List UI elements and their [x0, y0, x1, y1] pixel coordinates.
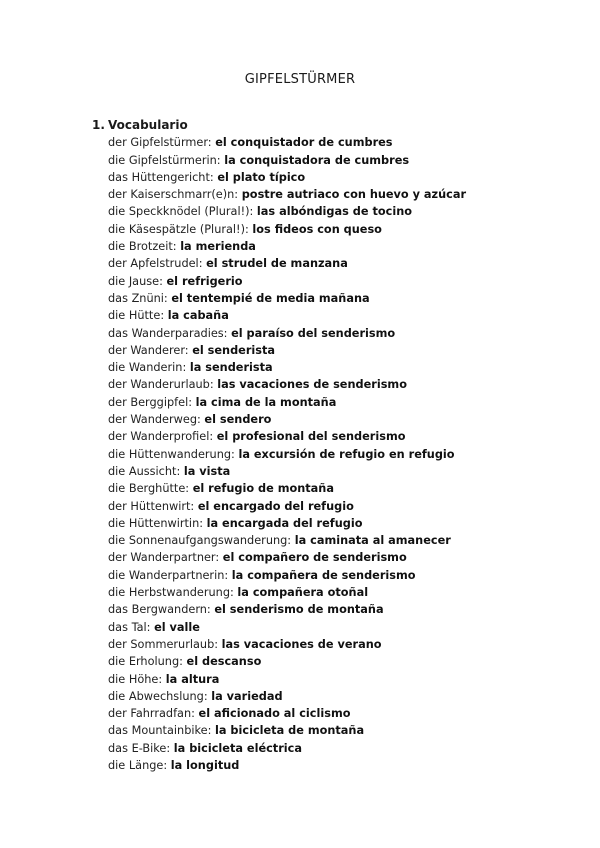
german-term: der Wanderprofiel: — [108, 430, 214, 444]
vocabulary-item — [108, 480, 562, 497]
german-term: das E-Bike: — [108, 741, 171, 755]
vocabulary-list — [92, 134, 562, 774]
german-term: der Sommerurlaub: — [108, 637, 219, 651]
spanish-translation: el refrigerio — [166, 274, 243, 288]
spanish-translation: el paraíso del senderismo — [231, 326, 396, 340]
vocabulary-item — [108, 152, 562, 169]
spanish-translation: postre autriaco con huevo y azúcar — [241, 188, 467, 202]
spanish-translation: el profesional del senderismo — [216, 430, 406, 444]
german-term: die Wanderpartnerin: — [108, 568, 229, 582]
spanish-translation: la bicicleta eléctrica — [173, 741, 302, 755]
german-term: der Wanderpartner: — [108, 551, 220, 565]
spanish-translation: el tentempié de media mañana — [171, 291, 370, 305]
vocabulary-item — [108, 221, 562, 238]
german-term: der Kaiserschmarr(e)n: — [108, 188, 239, 202]
german-term: die Länge: — [108, 758, 168, 772]
spanish-translation: las vacaciones de senderismo — [217, 378, 407, 392]
vocabulary-item — [108, 705, 562, 722]
spanish-translation: el senderismo de montaña — [214, 603, 384, 617]
vocabulary-item — [108, 238, 562, 255]
vocabulary-item — [108, 411, 562, 428]
spanish-translation: la longitud — [170, 758, 240, 772]
german-term: die Käsespätzle (Plural!): — [108, 222, 249, 236]
vocabulary-item — [108, 549, 562, 566]
german-term: die Wanderin: — [108, 361, 187, 375]
spanish-translation: las vacaciones de verano — [221, 637, 382, 651]
german-term: das Wanderparadies: — [108, 326, 228, 340]
vocabulary-item — [108, 653, 562, 670]
german-term: die Herbstwanderung: — [108, 586, 234, 600]
vocabulary-item — [108, 757, 562, 774]
german-term: der Hüttenwirt: — [108, 499, 195, 513]
german-term: die Hütte: — [108, 309, 165, 323]
spanish-translation: la compañera de senderismo — [231, 568, 416, 582]
document-title: GIPFELSTÜRMER — [244, 72, 356, 87]
vocabulary-item — [108, 740, 562, 757]
spanish-translation: el conquistador de cumbres — [215, 136, 393, 150]
spanish-translation: el compañero de senderismo — [222, 551, 407, 565]
vocabulary-item — [108, 394, 562, 411]
german-term: der Apfelstrudel: — [108, 257, 203, 271]
vocabulary-item — [108, 186, 562, 203]
spanish-translation: la conquistadora de cumbres — [224, 153, 410, 167]
german-term: die Gipfelstürmerin: — [108, 153, 221, 167]
section-number: 1. — [92, 118, 105, 132]
spanish-translation: el aficionado al ciclismo — [198, 707, 351, 721]
spanish-translation: la excursión de refugio en refugio — [238, 447, 455, 461]
spanish-translation: el refugio de montaña — [192, 482, 334, 496]
german-term: die Erholung: — [108, 655, 183, 669]
german-term: die Speckknödel (Plural!): — [108, 205, 254, 219]
german-term: die Hüttenwanderung: — [108, 447, 235, 461]
vocabulary-item — [108, 463, 562, 480]
spanish-translation: el sendero — [204, 413, 272, 427]
german-term: die Sonnenaufgangswanderung: — [108, 534, 292, 548]
spanish-translation: la cabaña — [167, 309, 229, 323]
german-term: die Aussicht: — [108, 464, 181, 478]
german-term: die Hüttenwirtin: — [108, 516, 204, 530]
vocabulary-item — [108, 515, 562, 532]
spanish-translation: los fideos con queso — [252, 222, 382, 236]
vocabulary-item — [108, 567, 562, 584]
german-term: der Wanderer: — [108, 343, 189, 357]
vocabulary-item — [108, 325, 562, 342]
section-heading — [92, 117, 562, 134]
section-heading-text: Vocabulario — [108, 118, 188, 132]
vocabulary-item — [108, 498, 562, 515]
spanish-translation: la variedad — [211, 689, 283, 703]
vocabulary-section — [92, 117, 562, 774]
german-term: die Berghütte: — [108, 482, 190, 496]
spanish-translation: el encargado del refugio — [197, 499, 354, 513]
german-term: das Bergwandern: — [108, 603, 211, 617]
german-term: der Wanderweg: — [108, 413, 201, 427]
vocabulary-item — [108, 532, 562, 549]
german-term: das Hüttengericht: — [108, 170, 214, 184]
spanish-translation: la compañera otoñal — [237, 586, 369, 600]
vocabulary-item — [108, 359, 562, 376]
vocabulary-item — [108, 203, 562, 220]
spanish-translation: el valle — [154, 620, 200, 634]
german-term: die Jause: — [108, 274, 163, 288]
spanish-translation: las albóndigas de tocino — [256, 205, 413, 219]
spanish-translation: la merienda — [180, 240, 256, 254]
vocabulary-item — [108, 307, 562, 324]
vocabulary-item — [108, 584, 562, 601]
german-term: die Höhe: — [108, 672, 163, 686]
german-term: die Brotzeit: — [108, 240, 177, 254]
vocabulary-item — [108, 290, 562, 307]
vocabulary-item — [108, 636, 562, 653]
german-term: der Berggipfel: — [108, 395, 193, 409]
german-term: das Znüni: — [108, 291, 168, 305]
german-term: die Abwechslung: — [108, 689, 208, 703]
spanish-translation: la caminata al amanecer — [294, 534, 451, 548]
spanish-translation: el descanso — [186, 655, 262, 669]
vocabulary-item — [108, 273, 562, 290]
spanish-translation: el plato típico — [217, 170, 306, 184]
spanish-translation: la altura — [165, 672, 220, 686]
vocabulary-item — [108, 619, 562, 636]
spanish-translation: la bicicleta de montaña — [215, 724, 365, 738]
spanish-translation: la vista — [183, 464, 231, 478]
vocabulary-item — [108, 601, 562, 618]
german-term: das Mountainbike: — [108, 724, 212, 738]
german-term: das Tal: — [108, 620, 151, 634]
vocabulary-item — [108, 428, 562, 445]
vocabulary-item — [108, 446, 562, 463]
vocabulary-item — [108, 376, 562, 393]
vocabulary-item — [108, 134, 562, 151]
vocabulary-item — [108, 722, 562, 739]
vocabulary-item — [108, 671, 562, 688]
vocabulary-item — [108, 169, 562, 186]
vocabulary-item — [108, 255, 562, 272]
german-term: der Wanderurlaub: — [108, 378, 214, 392]
spanish-translation: el strudel de manzana — [206, 257, 348, 271]
german-term: der Gipfelstürmer: — [108, 136, 212, 150]
vocabulary-item — [108, 688, 562, 705]
german-term: der Fahrradfan: — [108, 707, 195, 721]
spanish-translation: la senderista — [189, 361, 273, 375]
spanish-translation: la encargada del refugio — [206, 516, 363, 530]
spanish-translation: el senderista — [192, 343, 276, 357]
spanish-translation: la cima de la montaña — [195, 395, 337, 409]
vocabulary-item — [108, 342, 562, 359]
